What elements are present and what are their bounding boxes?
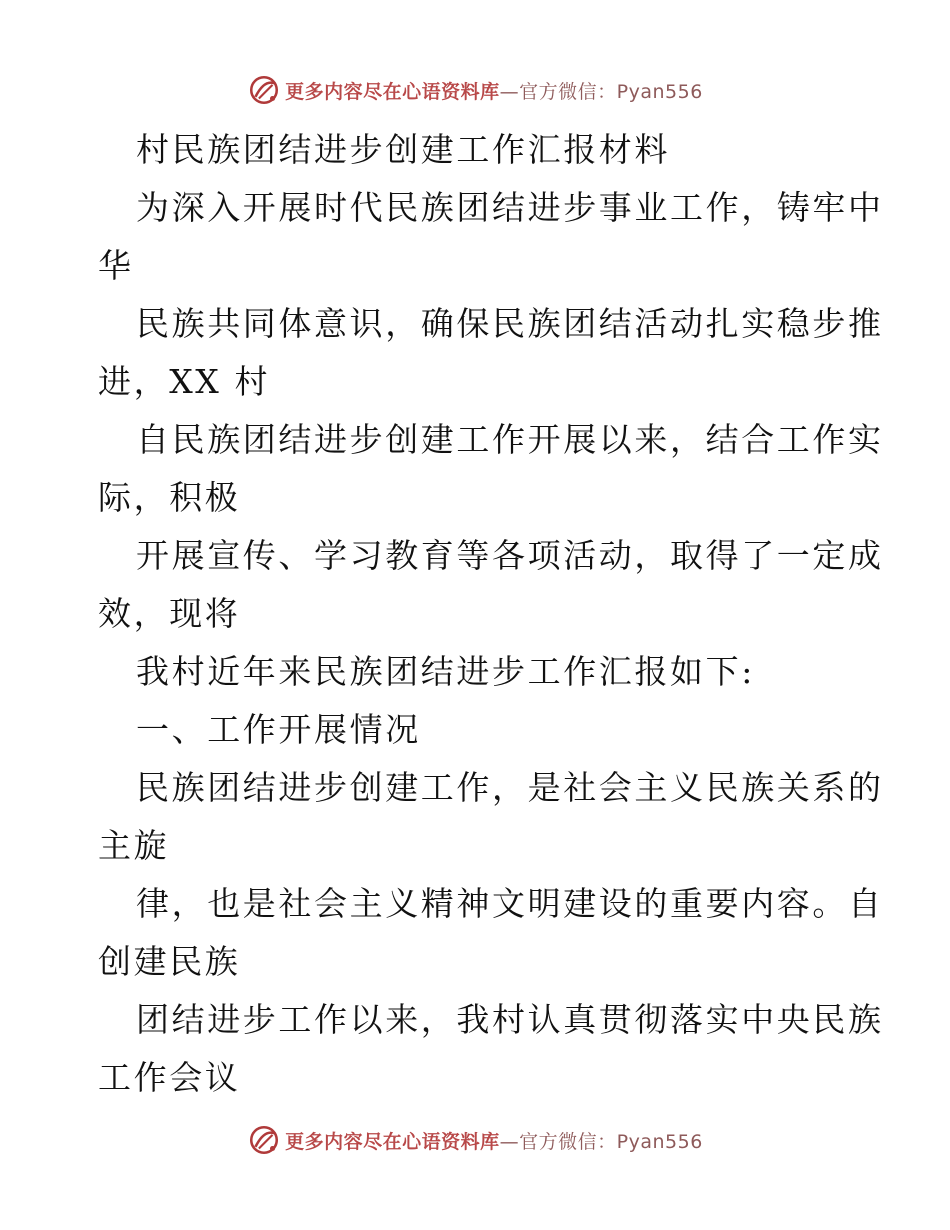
header-watermark-text [285,77,703,104]
paragraph-line: 际，积极 [98,478,241,517]
document-title: 村民族团结进步创建工作汇报材料 [136,130,670,169]
paragraph-line: 团结进步工作以来，我村认真贯彻落实中央民族 [136,1000,884,1039]
paragraph-line: 自民族团结进步创建工作开展以来，结合工作实 [136,420,884,459]
logo-icon [247,1123,281,1157]
footer-watermark [0,1120,950,1160]
paragraph-line: 律，也是社会主义精神文明建设的重要内容。自 [136,884,884,923]
paragraph-line: 主旋 [98,826,170,865]
logo-icon [247,73,281,107]
paragraph-line: 为深入开展时代民族团结进步事业工作，铸牢中 [136,188,884,227]
paragraph-line: 民族共同体意识，确保民族团结活动扎实稳步推 [136,304,884,343]
paragraph-line: 开展宣传、学习教育等各项活动，取得了一定成 [136,536,884,575]
paragraph-line: 我村近年来民族团结进步工作汇报如下: [136,652,755,691]
header-brand: 更多内容尽在心语资料库 [285,80,500,103]
paragraph-line: 工作会议 [98,1058,241,1097]
header-watermark [0,70,950,110]
footer-brand: 更多内容尽在心语资料库 [285,1130,500,1153]
paragraph-line: 进，XX 村 [98,362,271,401]
section-heading: 一、工作开展情况 [136,710,421,749]
paragraph-line: 创建民族 [98,942,241,981]
footer-watermark-text [285,1127,703,1154]
paragraph-line: 华 [98,246,134,285]
paragraph-line: 民族团结进步创建工作，是社会主义民族关系的 [136,768,884,807]
paragraph-line: 效，现将 [98,594,241,633]
footer-suffix: —官方微信：Pyan556 [499,1130,703,1153]
header-suffix: —官方微信：Pyan556 [499,80,703,103]
